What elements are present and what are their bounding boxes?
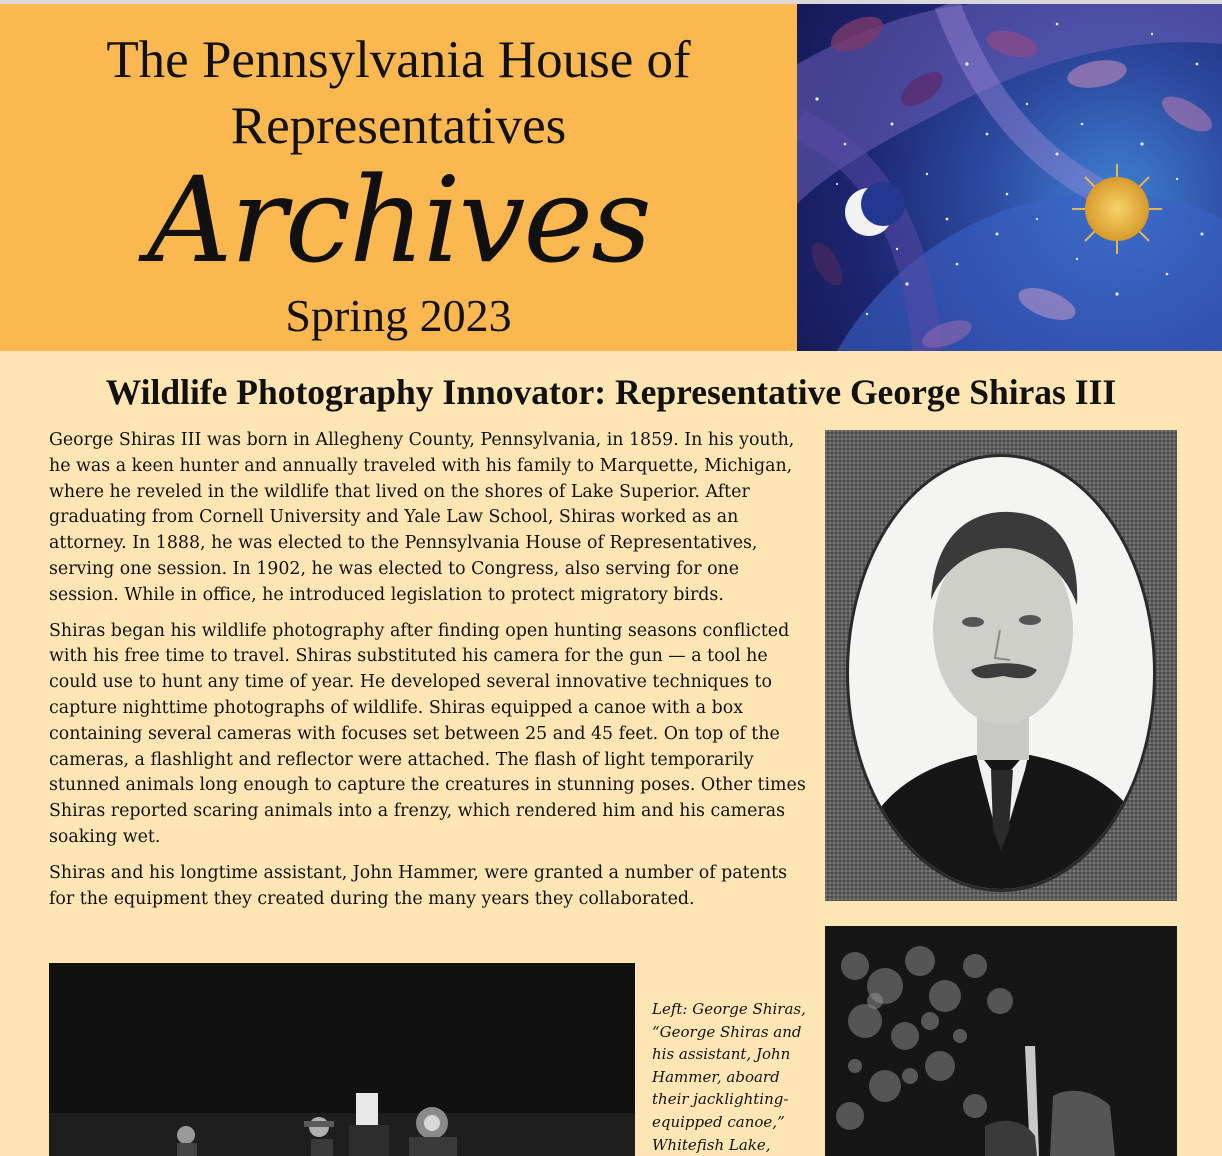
portrait-photo-george-shiras [825,430,1177,901]
photo-caption: Left: George Shiras, “George Shiras and his assistant, John Hammer, aboard their jacklighting-equipped canoe,” Whitefish Lake, [652,1000,806,1154]
masthead [0,4,1222,351]
article-headline: Wildlife Photography Innovator: Representative George Shiras III [105,372,1117,412]
masthead-title-panel [0,4,797,351]
publication-title-line-2: Representatives [230,97,567,155]
archives-wordmark: Archives [147,151,650,289]
issue-season: Spring 2023 [285,290,512,341]
canoe-photo-shiras-hammer [49,963,635,1156]
night-wildlife-photo [825,926,1177,1156]
article-body [49,428,809,922]
publication-title-line-1: The Pennsylvania House of [106,31,691,89]
article-paragraph: Shiras and his longtime assistant, John Hammer, were granted a number of patents for the equipment they created during the many years they collaborated. [49,862,788,909]
celestial-mural-image [797,4,1222,351]
article-paragraph: Shiras began his wildlife photography after finding open hunting seasons conflicted with his free time to travel. Shiras substituted his camera for the gun — a tool he could use to hunt any time of year. He developed several innovative techniques to capture nighttime photographs of wildlife. Shiras equipped a canoe with a box containing several cameras with focuses set between 25 and 45 feet. On top of the cameras, a flashlight and reflector were attached. The flash of light temporarily stunned animals long enough to capture the creatures in stunning poses. Other times Shiras reported scaring animals into a frenzy, which rendered him and his cameras soaking wet. [49,620,806,847]
article-paragraph: George Shiras III was born in Allegheny County, Pennsylvania, in 1859. In his youth, he was a keen hunter and annually traveled with his family to Marquette, Michigan, where he reveled in the wildlife that lived on the shores of Lake Superior. After graduating from Cornell University and Yale Law School, Shiras worked as an attorney. In 1888, he was elected to the Pennsylvania House of Representatives, serving one session. In 1902, he was elected to Congress, also serving for one session. While in office, he introduced legislation to protect migratory birds. [49,430,795,605]
